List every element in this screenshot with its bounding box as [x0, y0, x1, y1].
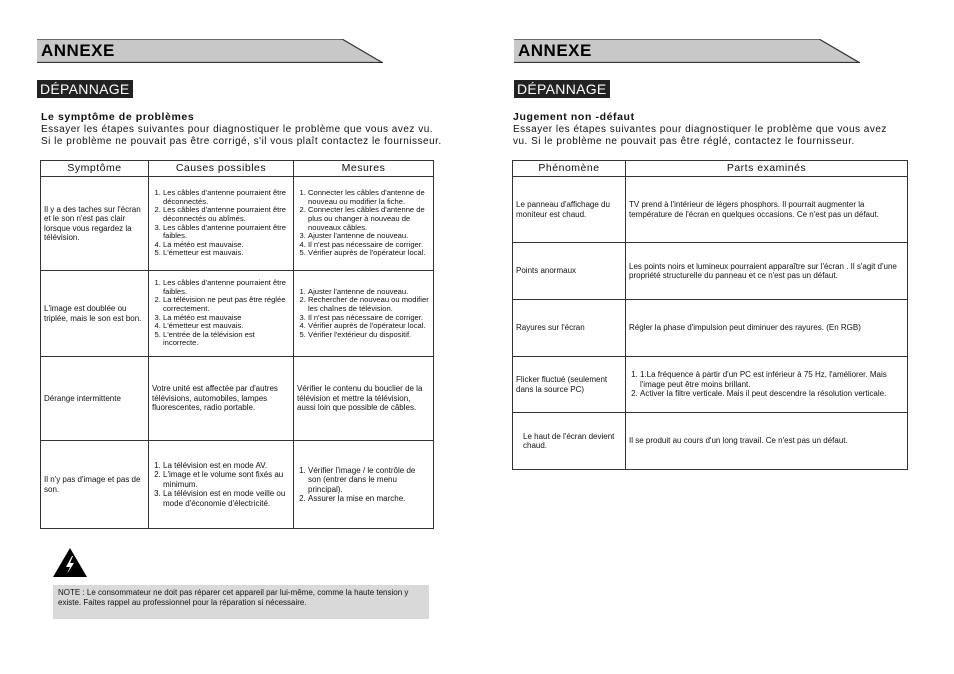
section-subtitle: Jugement non -défaut	[513, 111, 635, 123]
phenomenon-cell: Flicker fluctué (seulement dans la source PC)	[513, 357, 626, 413]
intro-line: Si le problème ne pouvait pas être corrigé, s'il vous plaît contactez le fournisseur.	[41, 136, 442, 147]
header-mesures: Mesures	[294, 161, 434, 177]
header-causes: Causes possibles	[149, 161, 294, 177]
banner-title: ANNEXE	[41, 41, 115, 60]
table-row	[513, 300, 908, 357]
symptom-cell: Dérange intermittente	[41, 357, 149, 441]
list-item: 3. Il n'est pas nécessaire de corriger.	[308, 314, 430, 323]
list-item: 4. Il n'est pas nécessaire de corriger.	[308, 241, 430, 250]
intro-line: vu. Si le problème ne pouvait pas être réglé, contactez le fournisseur.	[513, 136, 855, 147]
table-row	[513, 413, 908, 470]
list-item: 2. La télévision ne peut pas être réglée correctement.	[163, 296, 290, 313]
list-item: 2. Rechercher de nouveau ou modifier les chaînes de télévision.	[308, 296, 430, 313]
symptom-cell: L'image est doublée ou triplée, mais le son est bon.	[41, 271, 149, 357]
symptom-cell: Il y a des taches sur l'écran et le son n'est pas clair lorsque vous regardez la télévision.	[41, 177, 149, 271]
list-item: 1. La télévision est en mode AV.	[163, 461, 290, 470]
header-phenomene: Phénomène	[513, 161, 626, 177]
table-row	[41, 441, 434, 529]
causes-cell: Votre unité est affectée par d'autres télévisions, automobiles, lampes fluorescentes, radio portable.	[149, 357, 294, 441]
table-row	[41, 357, 434, 441]
table-header-row	[41, 161, 434, 177]
banner-title: ANNEXE	[518, 41, 592, 60]
list-item: 1. Ajuster l'antenne de nouveau.	[308, 288, 430, 297]
measures-cell	[294, 441, 434, 529]
symptom-cell: Il n'y pas d'image et pas de son.	[41, 441, 149, 529]
list-item: 1. Les câbles d'antenne pourraient être déconnectés.	[163, 189, 290, 206]
table-row	[513, 243, 908, 300]
judgement-table	[512, 160, 908, 470]
list-item: 2. Connecter les câbles d'antenne de plus ou changer à nouveau de nouveaux câbles.	[308, 206, 430, 232]
list-item: 5. Vérifier auprès de l'opérateur local.	[308, 249, 430, 258]
list-item: 1. Connecter les câbles d'antenne de nouveau ou modifier la fiche.	[308, 189, 430, 206]
causes-cell	[149, 177, 294, 271]
phenomenon-cell: Points anormaux	[513, 243, 626, 300]
list-item: 5. Vérifier l'extérieur du dispositif.	[308, 331, 430, 340]
measures-cell	[294, 271, 434, 357]
list-item: 2. Les câbles d'antenne pourraient être déconnectés ou abîmés.	[163, 206, 290, 223]
table-row	[513, 357, 908, 413]
safety-note: NOTE : Le consommateur ne doit pas réparer cet appareil par lui-même, comme la haute tension y existe. Faites rappel au professionnel pour la réparation si nécessaire.	[53, 585, 429, 619]
list-item: 5. L'émetteur est mauvais.	[163, 249, 290, 258]
symptom-table	[40, 160, 434, 529]
parts-cell: TV prend à l'intérieur de légers phosphors. Il pourrait augmenter la température de l'écran en quelques occasions. Ce n'est pas un défaut.	[626, 177, 908, 243]
list-item: 2. Activer la filtre verticale. Mais il peut descendre la résolution verticale.	[640, 389, 904, 398]
table-row	[513, 177, 908, 243]
list-item: 1. Les câbles d'antenne pourraient être faibles.	[163, 279, 290, 296]
phenomenon-cell: Le haut de l'écran devient chaud.	[513, 413, 626, 470]
list-item: 1. 1.La fréquence à partir d'un PC est inférieur à 75 Hz, l'améliorer. Mais l'image peut être moins brillant.	[640, 370, 904, 389]
right-page	[477, 0, 954, 674]
intro-line: Essayer les étapes suivantes pour diagnostiquer le problème que vous avez vu.	[41, 124, 434, 135]
intro-text	[513, 124, 933, 148]
high-voltage-warning-icon	[53, 548, 87, 582]
list-item: 2. L'image et le volume sont fixés au minimum.	[163, 470, 290, 489]
measures-cell: Vérifier le contenu du bouclier de la télévision et mettre la télévision, aussi loin que possible de câbles.	[294, 357, 434, 441]
list-item: 3. La météo est mauvaise	[163, 314, 290, 323]
phenomenon-cell: Rayures sur l'écran	[513, 300, 626, 357]
causes-cell	[149, 271, 294, 357]
list-item: 5. L'entrée de la télévision est incorrecte.	[163, 331, 290, 348]
list-item: 2. Assurer la mise en marche.	[308, 494, 430, 503]
list-item: 4. L'émetteur est mauvais.	[163, 322, 290, 331]
table-row	[41, 271, 434, 357]
parts-cell: Régler la phase d'impulsion peut diminuer des rayures. (En RGB)	[626, 300, 908, 357]
section-tag: DÉPANNAGE	[37, 80, 133, 98]
header-symptome: Symptôme	[41, 161, 149, 177]
header-parts: Parts examinés	[626, 161, 908, 177]
causes-cell	[149, 441, 294, 529]
parts-cell	[626, 357, 908, 413]
list-item: 3. Les câbles d'antenne pourraient être faibles.	[163, 224, 290, 241]
annexe-banner	[514, 39, 860, 63]
list-item: 3. La télévision est en mode veille ou mode d'économie d'électricité.	[163, 489, 290, 508]
list-item: 3. Ajuster l'antenne de nouveau.	[308, 232, 430, 241]
section-tag: DÉPANNAGE	[514, 80, 610, 98]
intro-line: Essayer les étapes suivantes pour diagnostiquer le problème que vous avez	[513, 124, 887, 135]
list-item: 4. Vérifier auprès de l'opérateur local.	[308, 322, 430, 331]
parts-cell: Il se produit au cours d'un long travail. Ce n'est pas un défaut.	[626, 413, 908, 470]
list-item: 4. La météo est mauvaise.	[163, 241, 290, 250]
table-row	[41, 177, 434, 271]
measures-cell	[294, 177, 434, 271]
annexe-banner	[37, 39, 383, 63]
intro-text	[41, 124, 461, 148]
parts-cell: Les points noirs et lumineux pourraient apparaître sur l'écran . Il s'agit d'une propriété structurelle du panneau et ce n'est pas un défaut.	[626, 243, 908, 300]
section-subtitle: Le symptôme de problèmes	[41, 111, 195, 123]
phenomenon-cell: Le panneau d'affichage du moniteur est chaud.	[513, 177, 626, 243]
table-header-row	[513, 161, 908, 177]
list-item: 1. Vérifier l'image / le contrôle de son (entrer dans le menu principal).	[308, 466, 430, 494]
